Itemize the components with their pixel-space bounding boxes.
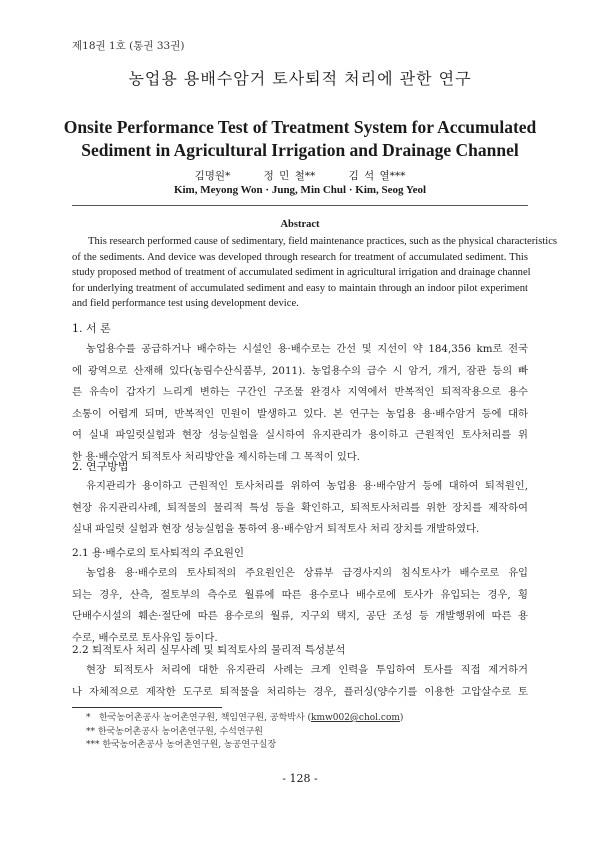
body-line: 현장 유지관리사례, 퇴적물의 물리적 특성 등을 확인하고, 퇴적토사처리를 위한 장치를 제작하여 [72,501,528,514]
page-number: - 128 - [282,772,318,785]
title-english-line: Sediment in Agricultural Irrigation and Drainage Channel [81,140,519,160]
body-line: 농업용 용·배수로의 토사퇴적의 주요원인은 상류부 급경사지의 침식토사가 배수로로 유입 [86,567,528,579]
body-line: 나 자체적으로 제작한 도구로 퇴적물을 처리하는 경우, 플러싱(양수기를 이용한 고압살수로 토 [72,685,528,698]
footnote-divider [72,707,222,708]
abstract-line: for underlying treatment of accumulated sediment and easy to maintain through an indoor pilot experiment [72,282,528,294]
body-line: 단배수시설의 훼손·절단에 따른 용수로의 월류, 지구외 택지, 공단 조성 등 개발행위에 따른 용 [72,610,528,622]
footnote-text: 한국농어촌공사 농어촌연구원, 농공연구실장 [102,740,277,751]
section-body-introduction [72,339,528,468]
footnote-item [86,739,403,753]
body-line: 한 용·배수암거 퇴적토사 처리방안을 제시하는데 그 목적이 있다. [72,450,361,463]
footnote-mark: * [86,713,91,723]
title-divider [72,205,528,206]
body-line: 현장 퇴적토사 처리에 대한 유지관리 사례는 크게 인력을 투입하여 토사를 직접 제거하거 [86,664,528,676]
footnote-item [86,726,403,740]
subsection-body-cases [72,660,528,703]
body-line: 여 실내 파일럿실험과 현장 성능실험을 실시하여 유지관리가 용이하고 근원적인 토사처리를 위 [72,429,528,441]
footnote-mark: *** [86,740,100,751]
footnote-item [86,712,403,726]
body-line: 유지관리가 용이하고 근원적인 토사처리를 위하여 농업용 용·배수암거 등에 대하여 퇴적원인, [86,480,528,492]
section-heading-methods: 2. 연구방법 [72,460,129,473]
title-english-line: Onsite Performance Test of Treatment System for Accumulated [63,117,537,137]
author-ko: 김 석 열*** [348,170,406,182]
footnote-close: ) [399,713,404,723]
body-line: 에 광역으로 산재해 있다(농림수산식품부, 2011). 농업용수의 급수 시 암거, 개거, 잠관 등의 빠 [72,364,528,377]
abstract-body [72,234,558,312]
volume-header: 제18권 1호 (통권 33권) [72,40,185,52]
abstract-line: study proposed method of treatment of accumulated sediment in agricultural irrigation and drainage channel [72,267,531,279]
author-ko: 정 민 철** [263,170,316,182]
footnote-text: 한국농어촌공사 농어촌연구원, 책임연구원, 공학박사 ( [99,713,312,723]
abstract-heading: Abstract [280,219,320,230]
authors-korean [0,168,600,183]
body-line: 수로, 배수로로 토사유입 등이다. [72,631,218,644]
abstract-line: and field performance test using development device. [72,298,299,310]
abstract-line: This research performed cause of sedimentary, field maintenance practices, such as the physical characteristics [88,236,558,247]
title-english [60,116,540,162]
email-link[interactable]: kmw002@chol.com [311,713,400,723]
subsection-heading-causes: 2.1 용·배수로의 토사퇴적의 주요원인 [72,547,245,559]
body-line: 른 유속이 갑자기 느리게 변하는 구간인 구조물 완경사 지역에서 반복적인 퇴적작용으로 용수 [72,386,528,398]
author-ko: 김명원* [194,170,231,182]
subsection-body-causes [72,563,528,649]
footnote-text: 한국농어촌공사 농어촌연구원, 수석연구원 [97,726,263,737]
title-korean: 농업용 용배수암거 토사퇴적 처리에 관한 연구 [128,69,472,88]
body-line: 농업용수를 공급하거나 배수하는 시설인 용·배수로는 간선 및 지선이 약 184,356 km로 전국 [86,343,528,355]
subsection-heading-cases: 2.2 퇴적토사 처리 실무사례 및 퇴적토사의 물리적 특성분석 [72,644,346,656]
section-body-methods [72,476,528,541]
body-line: 되는 경우, 산측, 절토부의 측수로 월류에 따른 용수로나 배수로에 토사가 유입되는 경우, 횡 [72,588,528,601]
body-line: 실내 파일럿 실험과 현장 성능실험을 통하여 용·배수암거 퇴적토사 처리 장치를 개발하였다. [72,523,480,535]
body-line: 소통이 어렵게 되며, 반복적인 민원이 발생하고 있다. 본 연구는 농업용 용·배수암거 등에 대하 [72,407,528,420]
footnotes [86,712,403,753]
footnote-mark: ** [86,726,95,737]
section-heading-introduction: 1. 서 론 [72,322,111,335]
abstract-line: of the sediments. And device was developed through research for treatment of accumulated sediment. This [72,251,528,263]
authors-english: Kim, Meyong Won · Jung, Min Chul · Kim, Seog Yeol [173,184,427,196]
